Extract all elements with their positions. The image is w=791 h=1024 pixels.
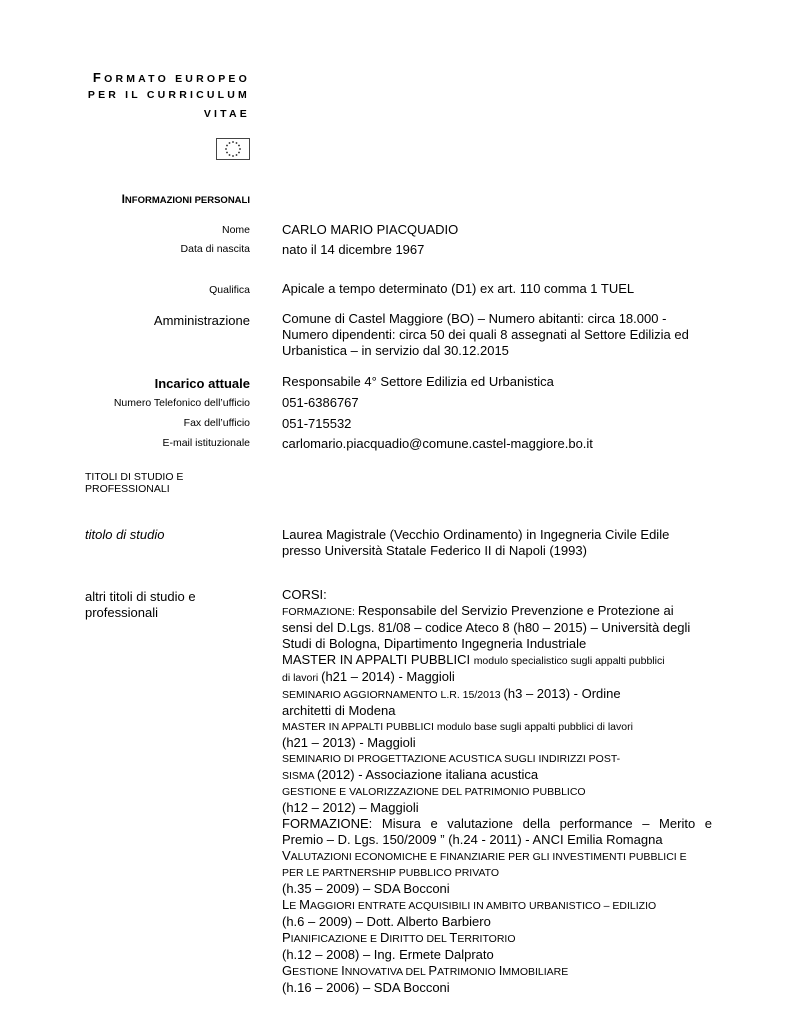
- list-item: (h.35 – 2009) – SDA Bocconi: [282, 881, 450, 896]
- list-item: FORMAZIONE: Responsabile del Servizio Prevenzione e Protezione ai: [282, 603, 674, 618]
- list-item: sensi del D.Lgs. 81/08 – codice Ateco 8 (h80 – 2015) – Università degli: [282, 620, 691, 635]
- qualifica-label: Qualifica: [209, 284, 250, 296]
- list-item: (h.16 – 2006) – SDA Bocconi: [282, 980, 450, 995]
- qualifica-value: Apicale a tempo determinato (D1) ex art. 110 comma 1 TUEL: [282, 281, 635, 296]
- list-item: Premio – D. Lgs. 150/2009 ” (h.24 - 2011) - ANCI Emilia Romagna: [282, 832, 663, 847]
- telefono-label: Numero Telefonico dell’ufficio: [113, 397, 250, 409]
- list-item: (h12 – 2012) – Maggioli: [282, 800, 419, 815]
- list-item: VALUTAZIONI ECONOMICHE E FINANZIARIE PER GLI INVESTIMENTI PUBBLICI E: [282, 848, 687, 863]
- list-item: GESTIONE E VALORIZZAZIONE DEL PATRIMONIO PUBBLICO: [282, 786, 586, 798]
- personal-section-title: INFORMAZIONI PERSONALI: [121, 192, 250, 206]
- courses-list: [282, 587, 712, 996]
- telefono-value: 051-6386767: [282, 395, 359, 410]
- altri-titoli-label: altri titoli di studio e professionali: [85, 589, 196, 620]
- list-item: architetti di Modena: [282, 703, 396, 718]
- list-item: di lavori (h21 – 2014) - Maggioli: [282, 669, 455, 684]
- header-line-2: PER IL CURRICULUM: [87, 89, 250, 101]
- fax-value: 051-715532: [282, 416, 352, 431]
- header-line-3: VITAE: [203, 108, 250, 120]
- list-item: SEMINARIO DI PROGETTAZIONE ACUSTICA SUGLI INDIRIZZI POST-: [282, 753, 621, 765]
- list-item: MASTER IN APPALTI PUBBLICI modulo specialistico sugli appalti pubblici: [282, 652, 665, 667]
- corsi-title: CORSI:: [282, 587, 327, 602]
- list-item: Studi di Bologna, Dipartimento Ingegneria Industriale: [282, 636, 587, 651]
- list-item: (h21 – 2013) - Maggioli: [282, 735, 416, 750]
- list-item: MASTER IN APPALTI PUBBLICI modulo base sugli appalti pubblici di lavori: [282, 721, 633, 733]
- titolo-label: titolo di studio: [85, 527, 165, 542]
- fax-label: Fax dell’ufficio: [183, 417, 250, 429]
- titolo-value: Laurea Magistrale (Vecchio Ordinamento) in Ingegneria Civile Edile presso Università Statale Federico II di Napoli (1993): [282, 527, 670, 558]
- nascita-value: nato il 14 dicembre 1967: [282, 242, 425, 257]
- incarico-label: Incarico attuale: [154, 376, 250, 391]
- email-value[interactable]: carlomario.piacquadio@comune.castel-maggiore.bo.it: [282, 436, 593, 451]
- list-item: PIANIFICAZIONE E DIRITTO DEL TERRITORIO: [282, 930, 516, 945]
- nome-value: CARLO MARIO PIACQUADIO: [282, 222, 459, 237]
- list-item: FORMAZIONE: Misura e valutazione della performance – Merito e: [282, 816, 712, 831]
- list-item: (h.6 – 2009) – Dott. Alberto Barbiero: [282, 914, 491, 929]
- list-item: (h.12 – 2008) – Ing. Ermete Dalprato: [282, 947, 494, 962]
- list-item: SISMA (2012) - Associazione italiana acustica: [282, 767, 539, 782]
- eu-flag-icon: [216, 138, 250, 160]
- list-item: GESTIONE INNOVATIVA DEL PATRIMONIO IMMOBILIARE: [282, 963, 569, 978]
- header-line-1: FORMATO EUROPEO: [92, 70, 250, 85]
- list-item: PER LE PARTNERSHIP PUBBLICO PRIVATO: [282, 867, 500, 879]
- list-item: SEMINARIO AGGIORNAMENTO L.R. 15/2013 (h3 – 2013) - Ordine: [282, 686, 621, 701]
- list-item: LE MAGGIORI ENTRATE ACQUISIBILI IN AMBITO URBANISTICO – EDILIZIO: [282, 897, 657, 912]
- studies-section-title: TITOLI DI STUDIO E PROFESSIONALI: [85, 471, 184, 495]
- email-label: E-mail istituzionale: [162, 437, 250, 449]
- amministrazione-label: Amministrazione: [153, 313, 250, 328]
- amministrazione-value: Comune di Castel Maggiore (BO) – Numero abitanti: circa 18.000 - Numero dipendenti: circa 50 dei quali 8 assegnati al Settore Edilizia ed Urbanistica – in servizio dal 30.12.2015: [282, 311, 689, 358]
- nascita-label: Data di nascita: [180, 243, 250, 255]
- nome-label: Nome: [221, 224, 250, 236]
- incarico-value: Responsabile 4° Settore Edilizia ed Urbanistica: [282, 374, 554, 389]
